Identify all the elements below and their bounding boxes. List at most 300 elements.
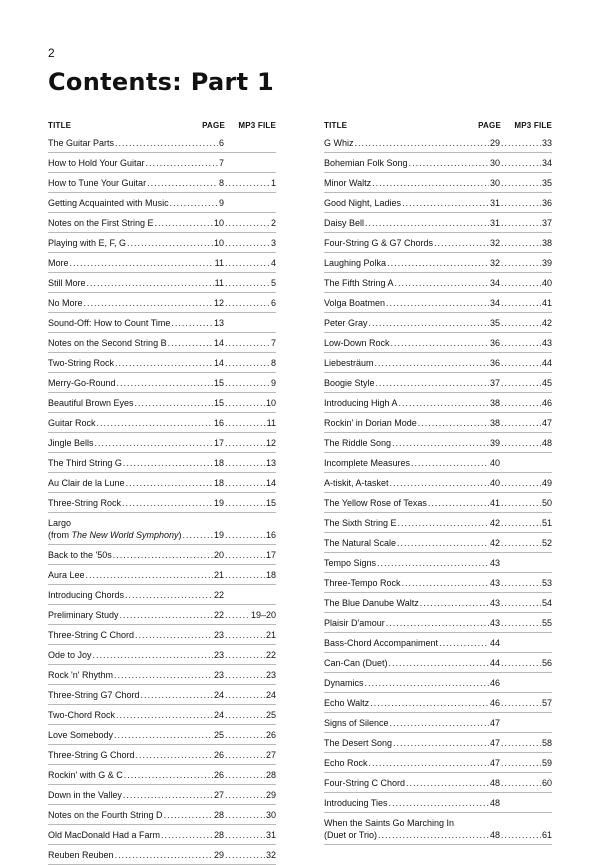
toc-entry-title: Still More xyxy=(48,278,86,288)
toc-entry-line xyxy=(324,157,552,169)
leader-dots xyxy=(225,377,270,389)
leader-dots xyxy=(369,317,489,329)
toc-entry-title: The Riddle Song xyxy=(324,438,392,448)
toc-entry xyxy=(48,233,276,253)
leader-dots xyxy=(183,529,213,541)
toc-entry-mp3: 5 xyxy=(270,278,276,288)
toc-entry-mp3: 49 xyxy=(541,478,552,488)
toc-entry-page: 14 xyxy=(213,358,224,368)
column-header xyxy=(48,121,276,133)
toc-entry-page: 27 xyxy=(213,790,224,800)
toc-entry xyxy=(48,725,276,745)
toc-entry xyxy=(324,713,552,733)
toc-entry xyxy=(324,593,552,613)
toc-entry xyxy=(324,693,552,713)
toc-entry-line xyxy=(324,137,552,149)
page-number: 2 xyxy=(48,46,55,60)
leader-dots xyxy=(147,177,218,189)
toc-entry-title: Dynamics xyxy=(324,678,364,688)
toc-entry xyxy=(324,213,552,233)
toc-entry-page: 48 xyxy=(489,798,500,808)
toc-entry-page: 7 xyxy=(218,158,224,168)
toc-entry-line xyxy=(48,337,276,349)
leader-dots xyxy=(501,197,541,209)
leader-dots xyxy=(501,237,541,249)
toc-entry-mp3: 57 xyxy=(541,698,552,708)
toc-entry-page: 29 xyxy=(213,850,224,860)
toc-entry-line xyxy=(324,737,552,749)
leader-dots xyxy=(501,357,541,369)
toc-entry-line xyxy=(324,537,552,549)
toc-entry-mp3: 50 xyxy=(541,498,552,508)
toc-entry-page: 18 xyxy=(213,478,224,488)
leader-dots xyxy=(501,577,541,589)
toc-entry-mp3: 3 xyxy=(270,238,276,248)
toc-entry-title: The Blue Danube Waltz xyxy=(324,598,419,608)
leader-dots xyxy=(418,417,489,429)
toc-entry-mp3: 33 xyxy=(541,138,552,148)
toc-entry-line xyxy=(324,697,552,709)
toc-entry-title: Peter Gray xyxy=(324,318,368,328)
leader-dots xyxy=(409,157,489,169)
leader-dots xyxy=(135,629,213,641)
toc-entry xyxy=(324,393,552,413)
toc-entry-title: Three-String C Chord xyxy=(48,630,135,640)
toc-entry xyxy=(324,733,552,753)
toc-entry xyxy=(324,373,552,393)
leader-dots xyxy=(501,397,541,409)
toc-entry-title: Four-String C Chord xyxy=(324,778,406,788)
toc-entry-line xyxy=(324,477,552,489)
toc-entry-mp3: 15 xyxy=(265,498,276,508)
toc-entry-title: Liebesträum xyxy=(324,358,374,368)
toc-entry-line xyxy=(324,829,552,841)
toc-entry-title: Can-Can (Duet) xyxy=(324,658,388,668)
toc-entry-title: Introducing Chords xyxy=(48,590,125,600)
toc-entry-title: Four-String G & G7 Chords xyxy=(324,238,434,248)
toc-entry-line xyxy=(48,217,276,229)
toc-entry xyxy=(324,513,552,533)
toc-entry-title: Plaisir D'amour xyxy=(324,618,385,628)
leader-dots xyxy=(225,749,265,761)
toc-entry-mp3: 56 xyxy=(541,658,552,668)
leader-dots xyxy=(225,809,265,821)
leader-dots xyxy=(225,669,265,681)
leader-dots xyxy=(391,337,489,349)
toc-entry xyxy=(48,333,276,353)
toc-entry xyxy=(48,585,276,605)
toc-entry-page: 39 xyxy=(489,438,500,448)
leader-dots xyxy=(428,497,489,509)
leader-dots xyxy=(225,609,250,621)
leader-dots xyxy=(135,397,213,409)
toc-entry-mp3: 46 xyxy=(541,398,552,408)
toc-entry-title: Introducing High A xyxy=(324,398,398,408)
toc-entry-page: 35 xyxy=(489,318,500,328)
toc-entry-page: 24 xyxy=(213,690,224,700)
leader-dots xyxy=(115,849,213,861)
leader-dots xyxy=(501,437,541,449)
toc-entry-mp3: 54 xyxy=(541,598,552,608)
leader-dots xyxy=(225,457,265,469)
toc-column-right xyxy=(324,121,552,845)
toc-entry xyxy=(324,813,552,845)
leader-dots xyxy=(155,217,213,229)
toc-entry-line xyxy=(48,689,276,701)
toc-entry xyxy=(324,313,552,333)
toc-entry-title: Three-String G7 Chord xyxy=(48,690,140,700)
toc-entry-page: 6 xyxy=(218,138,224,148)
leader-dots xyxy=(225,237,270,249)
leader-dots xyxy=(225,397,265,409)
toc-entry-line xyxy=(324,657,552,669)
toc-entry xyxy=(48,253,276,273)
toc-entry xyxy=(48,745,276,765)
toc-entry xyxy=(324,173,552,193)
toc-entry-page: 32 xyxy=(489,238,500,248)
toc-entry xyxy=(48,705,276,725)
leader-dots xyxy=(501,257,541,269)
toc-entry-mp3: 44 xyxy=(541,358,552,368)
toc-entry-page: 31 xyxy=(489,198,500,208)
leader-dots xyxy=(116,709,213,721)
toc-entry-page: 22 xyxy=(213,590,224,600)
leader-dots xyxy=(225,417,266,429)
toc-entry-page: 20 xyxy=(213,550,224,560)
toc-entry-title: Three-Tempo Rock xyxy=(324,578,401,588)
toc-entry-title: Two-String Rock xyxy=(48,358,115,368)
leader-dots xyxy=(501,277,541,289)
toc-entry-title: Guitar Rock xyxy=(48,418,96,428)
leader-dots xyxy=(225,297,270,309)
leader-dots xyxy=(392,437,489,449)
toc-entry xyxy=(48,373,276,393)
toc-entry-title: Introducing Ties xyxy=(324,798,388,808)
toc-entry-mp3: 37 xyxy=(541,218,552,228)
toc-entry-page: 43 xyxy=(489,578,500,588)
toc-entry-title: Bohemian Folk Song xyxy=(324,158,408,168)
toc-entry-line xyxy=(48,277,276,289)
toc-entry-title: Notes on the Fourth String D xyxy=(48,810,163,820)
toc-entry-mp3: 52 xyxy=(541,538,552,548)
toc-entry-line xyxy=(48,477,276,489)
leader-dots xyxy=(225,357,270,369)
toc-entry-line xyxy=(48,749,276,761)
leader-dots xyxy=(136,749,213,761)
toc-entry-line xyxy=(48,569,276,581)
toc-entry-mp3: 47 xyxy=(541,418,552,428)
leader-dots xyxy=(501,337,541,349)
leader-dots xyxy=(123,789,213,801)
toc-entry xyxy=(48,605,276,625)
toc-entry-line xyxy=(324,297,552,309)
leader-dots xyxy=(395,277,489,289)
toc-entry-page: 31 xyxy=(489,218,500,228)
toc-entry-line xyxy=(48,709,276,721)
leader-dots xyxy=(225,437,265,449)
toc-entry-line xyxy=(48,589,276,601)
leader-dots xyxy=(114,669,213,681)
toc-entry xyxy=(324,533,552,553)
toc-entry xyxy=(324,613,552,633)
leader-dots xyxy=(84,297,213,309)
toc-entry-subtitle xyxy=(324,829,377,841)
toc-entry-title: Ode to Joy xyxy=(48,650,92,660)
toc-entry xyxy=(324,573,552,593)
toc-entry-page: 25 xyxy=(213,730,224,740)
toc-entry-line xyxy=(48,529,276,541)
toc-entry xyxy=(324,773,552,793)
toc-entry-title: Daisy Bell xyxy=(324,218,365,228)
toc-entry-page: 34 xyxy=(489,278,500,288)
toc-entry-page: 48 xyxy=(489,830,500,840)
toc-entry-page: 28 xyxy=(213,830,224,840)
leader-dots xyxy=(501,177,541,189)
toc-entry-mp3: 9 xyxy=(270,378,276,388)
toc-entry-title: Good Night, Ladies xyxy=(324,198,402,208)
toc-entry xyxy=(324,133,552,153)
toc-entry-mp3: 26 xyxy=(265,730,276,740)
toc-entry-line xyxy=(324,217,552,229)
leader-dots xyxy=(369,757,489,769)
toc-entry-line xyxy=(48,769,276,781)
toc-entry-title: Bass-Chord Accompaniment xyxy=(324,638,439,648)
leader-dots xyxy=(375,357,489,369)
leader-dots xyxy=(402,197,489,209)
toc-entry-page: 19 xyxy=(213,530,224,540)
toc-entry-title: Reuben Reuben xyxy=(48,850,114,860)
toc-entry xyxy=(48,825,276,845)
toc-entry-mp3: 55 xyxy=(541,618,552,628)
leader-dots xyxy=(501,217,541,229)
leader-dots xyxy=(170,197,218,209)
toc-entry xyxy=(324,153,552,173)
toc-entry-title: Rock 'n' Rhythm xyxy=(48,670,113,680)
toc-entry-mp3: 31 xyxy=(265,830,276,840)
toc-entry-page: 41 xyxy=(489,498,500,508)
leader-dots xyxy=(225,497,265,509)
toc-entry-page: 38 xyxy=(489,418,500,428)
toc-entry-line xyxy=(324,277,552,289)
leader-dots xyxy=(146,157,218,169)
toc-entry-line xyxy=(324,377,552,389)
leader-dots xyxy=(390,717,489,729)
toc-entry-title: Largo xyxy=(48,518,72,528)
toc-entry-page: 26 xyxy=(213,750,224,760)
leader-dots xyxy=(501,317,541,329)
toc-entry-mp3: 16 xyxy=(265,530,276,540)
leader-dots xyxy=(171,317,213,329)
toc-entry-title: Echo Waltz xyxy=(324,698,370,708)
toc-entry xyxy=(324,753,552,773)
leader-dots xyxy=(225,177,270,189)
toc-entry-mp3: 22 xyxy=(265,650,276,660)
leader-dots xyxy=(225,709,265,721)
toc-entry-page: 32 xyxy=(489,258,500,268)
toc-entry-page: 18 xyxy=(213,458,224,468)
leader-dots xyxy=(501,597,541,609)
toc-entry-line xyxy=(48,237,276,249)
toc-entry xyxy=(48,665,276,685)
toc-entry xyxy=(324,473,552,493)
leader-dots xyxy=(399,397,489,409)
toc-entry-line xyxy=(324,357,552,369)
toc-entry-page: 16 xyxy=(213,418,224,428)
leader-dots xyxy=(225,277,270,289)
leader-dots xyxy=(168,337,213,349)
toc-entry-page: 19 xyxy=(213,498,224,508)
leader-dots xyxy=(123,457,213,469)
toc-entry-line xyxy=(324,337,552,349)
leader-dots xyxy=(125,589,213,601)
toc-entry-mp3: 23 xyxy=(265,670,276,680)
toc-entry xyxy=(48,413,276,433)
header-mp3-file: MP3 FILE xyxy=(238,121,276,130)
toc-entry-page: 23 xyxy=(213,630,224,640)
toc-entry-mp3: 29 xyxy=(265,790,276,800)
toc-entry-title: Rockin' in Dorian Mode xyxy=(324,418,417,428)
toc-entry xyxy=(48,393,276,413)
toc-entry-title: Minor Waltz xyxy=(324,178,372,188)
toc-entry-title: Old MacDonald Had a Farm xyxy=(48,830,161,840)
leader-dots xyxy=(501,517,541,529)
toc-entry-mp3: 4 xyxy=(270,258,276,268)
toc-entry-page: 12 xyxy=(213,298,224,308)
toc-entry-line xyxy=(48,629,276,641)
leader-dots xyxy=(97,417,213,429)
toc-entry-mp3: 53 xyxy=(541,578,552,588)
toc-entry-mp3: 40 xyxy=(541,278,552,288)
toc-entry-mp3: 24 xyxy=(265,690,276,700)
toc-entry-title: Three-String Rock xyxy=(48,498,122,508)
toc-entry-mp3: 30 xyxy=(265,810,276,820)
leader-dots xyxy=(389,657,489,669)
leader-dots xyxy=(114,729,213,741)
leader-dots xyxy=(501,377,541,389)
toc-entry xyxy=(324,433,552,453)
toc-entry-line xyxy=(48,197,276,209)
toc-entry xyxy=(324,353,552,373)
toc-entry-page: 10 xyxy=(213,238,224,248)
toc-entry-title: The Guitar Parts xyxy=(48,138,115,148)
toc-entry-page: 11 xyxy=(214,278,224,288)
toc-entry xyxy=(324,493,552,513)
toc-entry xyxy=(48,293,276,313)
toc-entry-mp3: 18 xyxy=(265,570,276,580)
leader-dots xyxy=(161,829,213,841)
toc-entry-title: More xyxy=(48,258,69,268)
toc-entry-line xyxy=(324,177,552,189)
toc-entry-title: Incomplete Measures xyxy=(324,458,411,468)
toc-entry xyxy=(48,513,276,545)
leader-dots xyxy=(70,257,214,269)
toc-entry-title: A-tiskit, A-tasket xyxy=(324,478,389,488)
toc-entry-line xyxy=(324,457,552,469)
page-title: Contents: Part 1 xyxy=(48,68,275,96)
leader-dots xyxy=(393,737,489,749)
toc-entry xyxy=(324,273,552,293)
leader-dots xyxy=(398,517,489,529)
toc-entry-title: Jingle Bells xyxy=(48,438,94,448)
leader-dots xyxy=(225,689,265,701)
toc-entry-title: Back to the '50s xyxy=(48,550,112,560)
leader-dots xyxy=(225,649,265,661)
toc-entry-page: 23 xyxy=(213,670,224,680)
leader-dots xyxy=(225,629,265,641)
toc-entry-line xyxy=(48,377,276,389)
leader-dots xyxy=(501,657,541,669)
toc-entry-title: Playing with E, F, G xyxy=(48,238,127,248)
toc-column-left xyxy=(48,121,276,865)
toc-entry-line xyxy=(324,497,552,509)
toc-entry-title: G Whiz xyxy=(324,138,354,148)
leader-dots xyxy=(377,557,489,569)
toc-entry-page: 43 xyxy=(489,598,500,608)
toc-entry xyxy=(48,493,276,513)
leader-dots xyxy=(501,737,541,749)
leader-dots xyxy=(86,569,213,581)
toc-entry-line xyxy=(324,197,552,209)
toc-entry xyxy=(48,805,276,825)
toc-entry-mp3: 25 xyxy=(265,710,276,720)
toc-entry-line xyxy=(324,637,552,649)
toc-entry-mp3: 11 xyxy=(266,418,276,428)
toc-entry xyxy=(324,793,552,813)
leader-dots xyxy=(122,497,213,509)
toc-entry-line xyxy=(324,237,552,249)
leader-dots xyxy=(501,617,541,629)
toc-entry-page: 42 xyxy=(489,518,500,528)
leader-dots xyxy=(164,809,213,821)
toc-entry-line xyxy=(324,597,552,609)
leader-dots xyxy=(225,729,265,741)
toc-entry xyxy=(324,553,552,573)
toc-entry-page: 47 xyxy=(489,718,500,728)
header-title: TITLE xyxy=(48,121,72,130)
toc-entry-line xyxy=(48,497,276,509)
toc-entry-title: The Fifth String A xyxy=(324,278,394,288)
toc-entry xyxy=(48,353,276,373)
column-header xyxy=(324,121,552,133)
leader-dots xyxy=(501,297,541,309)
toc-entry-subtitle-part: (from xyxy=(48,530,72,540)
toc-entry-mp3: 35 xyxy=(541,178,552,188)
toc-entry-page: 48 xyxy=(489,778,500,788)
toc-entry-line xyxy=(48,669,276,681)
toc-entry-title: The Desert Song xyxy=(324,738,393,748)
toc-entry-mp3: 1 xyxy=(270,178,276,188)
toc-entry-line xyxy=(48,137,276,149)
toc-entry-title: Notes on the Second String B xyxy=(48,338,167,348)
toc-entry xyxy=(324,193,552,213)
toc-entry-mp3: 43 xyxy=(541,338,552,348)
toc-entry-mp3: 39 xyxy=(541,258,552,268)
leader-dots xyxy=(225,337,270,349)
toc-entry-page: 13 xyxy=(213,318,224,328)
toc-entry-line xyxy=(324,257,552,269)
toc-entry xyxy=(48,153,276,173)
leader-dots xyxy=(225,569,265,581)
toc-entry-title: Down in the Valley xyxy=(48,790,122,800)
toc-entry-page: 24 xyxy=(213,710,224,720)
toc-entry-page: 36 xyxy=(489,338,500,348)
toc-entry-line xyxy=(324,777,552,789)
toc-entry-line xyxy=(48,789,276,801)
leader-dots xyxy=(406,777,489,789)
leader-dots xyxy=(113,549,213,561)
toc-entry-mp3: 21 xyxy=(265,630,276,640)
toc-entry-title: Two-Chord Rock xyxy=(48,710,116,720)
